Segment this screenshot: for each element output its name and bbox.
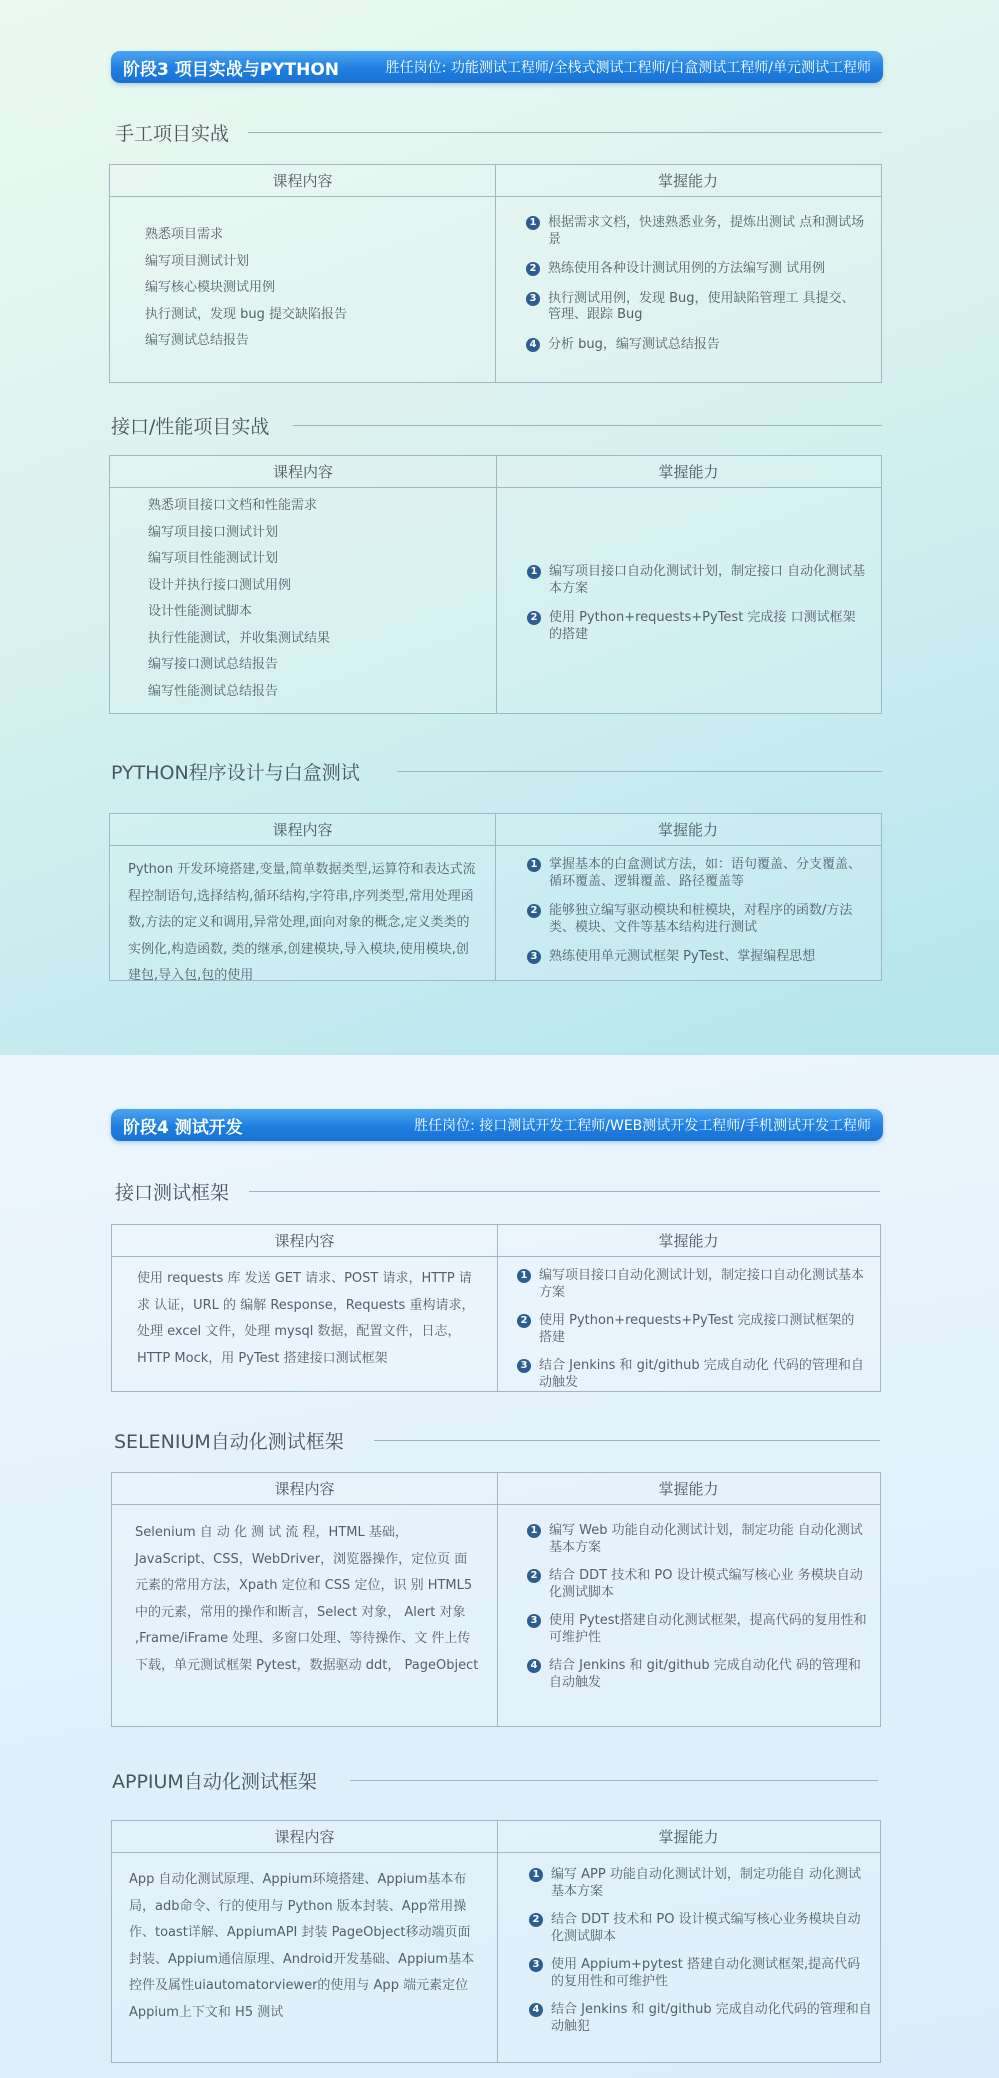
ability-item [527,903,867,936]
number-badge: 2 [527,611,541,625]
number-badge: 1 [527,858,541,872]
ability-item [517,1358,867,1391]
ability-text: 根据需求文档，快速熟悉业务，提炼出测试 点和测试场景 [548,215,865,247]
number-badge: 3 [529,1958,543,1972]
stage4-banner [111,1109,883,1141]
ability-text: 使用 Python+requests+PyTest 完成接 口测试框架的搭建 [549,610,856,642]
number-badge: 2 [529,1913,543,1927]
section-header [0,756,999,786]
ability-list [526,215,866,353]
list-item: 执行测试，发现 bug 提交缺陷报告 [145,306,348,322]
ability-text: 熟练使用各种设计测试用例的方法编写测 试用例 [548,261,826,276]
course-table [111,1224,881,1392]
header-abilities: 掌握能力 [497,1821,880,1853]
header-course-content: 课程内容 [110,456,496,488]
number-badge: 3 [527,950,541,964]
section-title: 手工项目实战 [115,123,230,145]
ability-item [517,1313,867,1346]
stage3-banner [111,51,883,83]
ability-item [526,261,866,278]
number-badge: 2 [527,1569,541,1583]
ability-list [517,1268,867,1391]
ability-item [527,1658,872,1691]
number-badge: 1 [526,216,540,230]
list-item: 设计并执行接口测试用例 [148,577,292,593]
course-content-text: Selenium 自 动 化 测 试 流 程，HTML 基础，JavaScript、CSS，WebDriver，浏览器操作，定位页 面元素的常用方法，Xpath 定位和 CSS 定位，识 别 HTML5 中的元素，常用的操作和断言，Select 对象， Alert 对象 ,Frame/iFrame 处理、多窗口处理、等待操作、文 件上传下载，单元测试框架 Pytest，数据驱动 ddt， PageObject [135,1525,479,1673]
list-item: 熟悉项目需求 [145,227,224,242]
ability-text: 编写项目接口自动化测试计划，制定接口 自动化测试基本方案 [549,564,866,596]
ability-item [527,949,867,966]
list-item: 编写项目性能测试计划 [148,551,279,566]
ability-text: 使用 Pytest搭建自动化测试框架，提高代码的复用性和可维护性 [549,1613,867,1645]
number-badge: 4 [527,1659,541,1673]
ability-item [529,1912,872,1945]
list-item: 编写接口测试总结报告 [148,657,279,672]
stage4-title: 阶段4 测试开发 [123,1117,243,1138]
column-divider [497,1821,498,2062]
header-course-content: 课程内容 [110,814,495,846]
ability-item [527,610,867,643]
section-divider [248,132,882,133]
section-divider [350,1780,878,1781]
ability-item [526,337,866,354]
number-badge: 4 [529,2003,543,2017]
header-abilities: 掌握能力 [497,1473,880,1505]
section-title: PYTHON程序设计与白盒测试 [111,762,360,784]
course-list [148,493,330,705]
ability-item [527,1613,872,1646]
list-item: 编写项目测试计划 [145,253,250,269]
ability-text: 能够独立编写驱动模块和桩模块，对程序的函数/方法类、模块、文件等基本结构进行测试 [549,903,853,935]
stage3-roles: 胜任岗位: 功能测试工程师/全栈式测试工程师/白盒测试工程师/单元测试工程师 [385,60,871,76]
header-course-content: 课程内容 [112,1473,497,1505]
header-course-content: 课程内容 [112,1821,497,1853]
ability-item [526,291,866,324]
number-badge: 1 [517,1269,531,1283]
ability-text: 执行测试用例，发现 Bug，使用缺陷管理工 具提交、管理、跟踪 Bug [548,290,855,322]
ability-text: 熟练使用单元测试框架 PyTest、掌握编程思想 [549,949,816,964]
course-table [111,1472,881,1727]
section-header [0,117,999,147]
number-badge: 1 [527,565,541,579]
number-badge: 2 [517,1314,531,1328]
course-table [111,1820,881,2063]
ability-list [527,1523,872,1691]
section-title: SELENIUM自动化测试框架 [114,1431,344,1453]
number-badge: 3 [526,292,540,306]
stage3-title: 阶段3 项目实战与PYTHON [123,59,340,80]
ability-list [527,857,867,966]
section-divider [374,1440,880,1441]
section-header [0,410,999,440]
ability-list [527,564,867,643]
section-divider [293,425,882,426]
section-header [0,1765,999,1795]
header-course-content: 课程内容 [110,165,495,197]
list-item: 执行性能测试，并收集测试结果 [148,630,331,646]
list-item: 编写核心模块测试用例 [145,280,276,295]
column-divider [497,1225,498,1391]
number-badge: 3 [517,1359,531,1373]
course-content-text: Python 开发环境搭建,变量,简单数据类型,运算符和表达式流程控制语句,选择结构,循环结构,字符串,序列类型,常用处理函数,方法的定义和调用,异常处理,面向对象的概念,定义类类的实例化,构造函数, 类的继承,创建模块,导入模块,使用模块,创建包,导入包,包的使用 [128,862,476,983]
stage4-panel [0,1055,999,2078]
ability-list [529,1867,872,2035]
ability-text: 结合 Jenkins 和 git/github 完成自动化代 码的管理和自动触发 [549,1658,861,1690]
section-header [0,1176,999,1206]
ability-text: 使用 Python+requests+PyTest 完成接口测试框架的搭建 [539,1313,855,1345]
ability-text: 结合 Jenkins 和 git/github 完成自动化 代码的管理和自动触发 [539,1358,864,1390]
ability-item [527,857,867,890]
course-content-text: 使用 requests 库 发送 GET 请求、POST 请求，HTTP 请求 认证，URL 的 编解 Response，Requests 重构请求，处理 excel 文件，处理 mysql 数据，配置文件，日志，HTTP Mock，用 PyTest 搭建接口测试框架 [137,1271,475,1366]
course-content-text: App 自动化测试原理、Appium环境搭建、Appium基本布局，adb命令、行的使用与 Python 版本封装、App常用操作、toast详解、AppiumAPI 封装 PageObject移动端页面封装、Appium通信原理、Android开发基础、Appium基本控件及属性uiautomatorviewer的使用与 App 端元素定位 Appium上下文和 H5 测试 [129,1872,475,2020]
ability-item [527,564,867,597]
number-badge: 4 [526,338,540,352]
list-item: 编写性能测试总结报告 [148,683,279,699]
number-badge: 1 [527,1524,541,1538]
course-list [145,222,347,355]
number-badge: 2 [526,262,540,276]
ability-item [529,2002,872,2035]
section-divider [397,771,882,772]
list-item: 编写项目接口测试计划 [148,524,279,540]
list-item: 熟悉项目接口文档和性能需求 [148,498,318,513]
course-table [109,164,882,383]
column-divider [495,165,496,382]
number-badge: 3 [527,1614,541,1628]
ability-text: 编写 Web 功能自动化测试计划，制定功能 自动化测试基本方案 [549,1523,863,1555]
header-abilities: 掌握能力 [496,456,881,488]
number-badge: 2 [527,904,541,918]
ability-text: 结合 DDT 技术和 PO 设计模式编写核心业 务模块自动化测试脚本 [549,1568,863,1600]
column-divider [497,1473,498,1726]
list-item: 编写测试总结报告 [145,333,250,348]
ability-text: 使用 Appium+pytest 搭建自动化测试框架,提高代码的复用性和可维护性 [551,1957,861,1989]
section-header [0,1425,999,1455]
section-title: APPIUM自动化测试框架 [112,1771,317,1793]
ability-item [527,1523,872,1556]
ability-text: 分析 bug，编写测试总结报告 [548,336,720,352]
course-table [109,455,882,714]
ability-text: 编写 APP 功能自动化测试计划，制定功能自 动化测试基本方案 [551,1867,861,1899]
ability-item [529,1867,872,1900]
ability-text: 掌握基本的白盒测试方法，如：语句覆盖、分支覆盖、循环覆盖、逻辑覆盖、路径覆盖等 [549,857,862,889]
section-divider [249,1191,880,1192]
column-divider [495,814,496,980]
section-title: 接口/性能项目实战 [111,416,270,438]
ability-item [526,215,866,248]
course-table [109,813,882,981]
header-abilities: 掌握能力 [495,165,881,197]
list-item: 设计性能测试脚本 [148,604,253,619]
ability-item [529,1957,872,1990]
number-badge: 1 [529,1868,543,1882]
stage4-roles: 胜任岗位: 接口测试开发工程师/WEB测试开发工程师/手机测试开发工程师 [414,1118,871,1134]
ability-item [527,1568,872,1601]
header-abilities: 掌握能力 [497,1225,880,1257]
header-abilities: 掌握能力 [495,814,881,846]
header-course-content: 课程内容 [112,1225,497,1257]
ability-text: 结合 Jenkins 和 git/github 完成自动化代码的管理和自动触犯 [551,2002,872,2034]
ability-text: 编写项目接口自动化测试计划，制定接口自动化测试基本方案 [539,1268,865,1300]
column-divider [496,456,497,713]
ability-text: 结合 DDT 技术和 PO 设计模式编写核心业务模块自动化测试脚本 [551,1912,861,1944]
section-title: 接口测试框架 [115,1182,230,1204]
ability-item [517,1268,867,1301]
